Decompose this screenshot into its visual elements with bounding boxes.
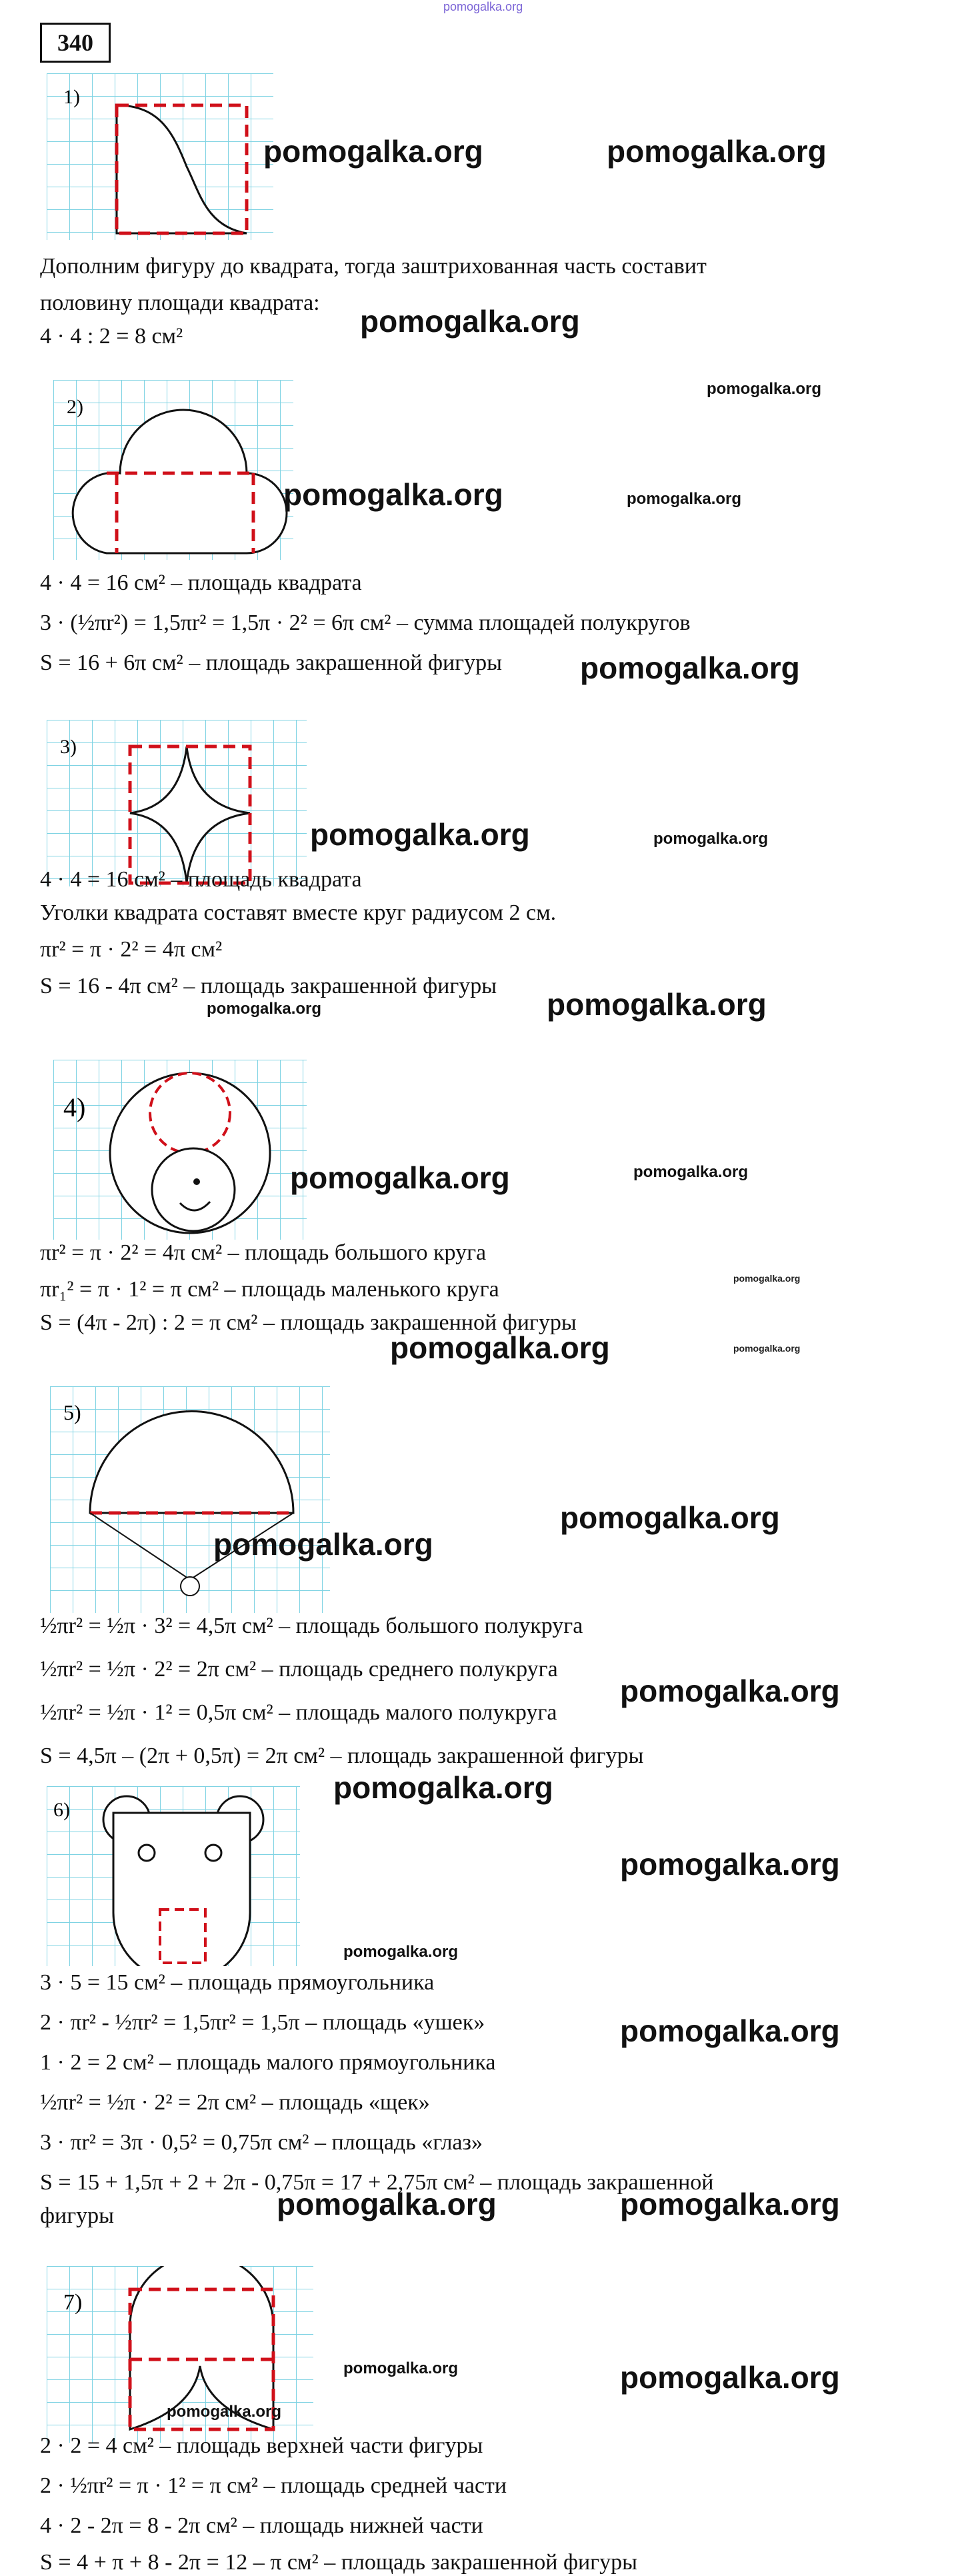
site-header[interactable]: pomogalka.org: [443, 0, 523, 13]
text-line: 2 · ½πr² = π · 1² = π см² – площадь средней части: [40, 2473, 507, 2498]
text-line: ½πr² = ½π · 3² = 4,5π см² – площадь большого полукруга: [40, 1614, 583, 1638]
watermark: pomogalka.org: [707, 380, 822, 398]
svg-text:2): 2): [67, 396, 83, 418]
text-line: πr₁² = π · 1² = π см² – площадь маленького круга: [40, 1277, 499, 1302]
figure-1: [47, 73, 273, 240]
watermark: pomogalka.org: [620, 2187, 840, 2221]
watermark: pomogalka.org: [360, 304, 580, 339]
svg-text:3): 3): [60, 736, 77, 758]
watermark: pomogalka.org: [620, 2013, 840, 2048]
text-line: 2 · πr² - ½πr² = 1,5πr² = 1,5π – площадь «ушек»: [40, 2010, 485, 2035]
watermark: pomogalka.org: [277, 2187, 497, 2221]
svg-text:6): 6): [53, 1799, 70, 1821]
watermark: pomogalka.org: [633, 1163, 749, 1181]
watermark: pomogalka.org: [263, 134, 483, 169]
watermark: pomogalka.org: [653, 830, 769, 848]
text-line: Дополним фигуру до квадрата, тогда заштрихованная часть составит: [40, 254, 707, 279]
text-line: Уголки квадрата составят вместе круг радиусом 2 см.: [40, 900, 557, 925]
text-line: S = 4,5π – (2π + 0,5π) = 2π см² – площадь закрашенной фигуры: [40, 1744, 644, 1768]
text-line: 2 · 2 = 4 см² – площадь верхней части фигуры: [40, 2433, 483, 2458]
text-line: S = 16 - 4π см² – площадь закрашенной фигуры: [40, 974, 497, 998]
text-line: S = 15 + 1,5π + 2 + 2π - 0,75π = 17 + 2,75π см² – площадь закрашенной: [40, 2170, 714, 2195]
svg-text:7): 7): [63, 2290, 83, 2315]
watermark: pomogalka.org: [560, 1500, 780, 1535]
text-line: πr² = π · 2² = 4π см² – площадь большого круга: [40, 1240, 487, 1265]
watermark: pomogalka.org: [167, 2403, 282, 2421]
task-number: 340: [40, 23, 111, 63]
text-line: 3 · 5 = 15 см² – площадь прямоугольника: [40, 1970, 435, 1995]
text-line: S = (4π - 2π) : 2 = π см² – площадь закрашенной фигуры: [40, 1310, 577, 1335]
text-line: 4 · 4 : 2 = 8 см²: [40, 324, 183, 349]
figure-2: [53, 380, 293, 560]
svg-text:5): 5): [63, 1400, 81, 1424]
text-line: ½πr² = ½π · 2² = 2π см² – площадь среднего полукруга: [40, 1657, 558, 1682]
watermark: pomogalka.org: [310, 817, 530, 852]
figure-5: [50, 1386, 330, 1613]
figure-6: [47, 1786, 300, 1966]
text-line: 4 · 4 = 16 см² – площадь квадрата: [40, 867, 362, 892]
watermark: pomogalka.org: [333, 1770, 553, 1805]
watermark: pomogalka.org: [343, 2359, 459, 2377]
text-line: S = 16 + 6π см² – площадь закрашенной фигуры: [40, 650, 502, 675]
figure-3: [47, 720, 307, 886]
watermark: pomogalka.org: [390, 1330, 610, 1365]
text-line: πr² = π · 2² = 4π см²: [40, 937, 223, 962]
figure-4: [53, 1060, 307, 1240]
figure-label: 1): [63, 86, 80, 108]
watermark: pomogalka.org: [733, 1273, 801, 1284]
watermark: pomogalka.org: [580, 650, 800, 685]
text-line: 4 · 4 = 16 см² – площадь квадрата: [40, 571, 362, 595]
text-line: 1 · 2 = 2 см² – площадь малого прямоугольника: [40, 2050, 496, 2075]
text-line: ½πr² = ½π · 1² = 0,5π см² – площадь малого полукруга: [40, 1700, 557, 1725]
text-line: половину площади квадрата:: [40, 291, 320, 315]
text-line: 4 · 2 - 2π = 8 - 2π см² – площадь нижней части: [40, 2513, 483, 2538]
watermark: pomogalka.org: [620, 2360, 840, 2395]
text-line: 3 · (½πr²) = 1,5πr² = 1,5π · 2² = 6π см² – сумма площадей полукругов: [40, 611, 691, 635]
watermark: pomogalka.org: [343, 1943, 459, 1961]
watermark: pomogalka.org: [283, 477, 503, 512]
watermark: pomogalka.org: [547, 987, 767, 1022]
watermark: pomogalka.org: [620, 1674, 840, 1708]
svg-text:4): 4): [63, 1092, 86, 1122]
watermark: pomogalka.org: [207, 1000, 322, 1018]
watermark: pomogalka.org: [213, 1527, 433, 1562]
watermark: pomogalka.org: [627, 490, 742, 508]
watermark: pomogalka.org: [620, 1847, 840, 1882]
watermark: pomogalka.org: [733, 1343, 801, 1354]
text-line: фигуры: [40, 2203, 115, 2228]
watermark: pomogalka.org: [290, 1160, 510, 1195]
text-line: 3 · πr² = 3π · 0,5² = 0,75π см² – площадь «глаз»: [40, 2130, 483, 2155]
watermark: pomogalka.org: [607, 134, 827, 169]
text-line: ½πr² = ½π · 2² = 2π см² – площадь «щек»: [40, 2090, 430, 2115]
text-line: S = 4 + π + 8 - 2π = 12 – π см² – площадь закрашенной фигуры: [40, 2550, 637, 2575]
